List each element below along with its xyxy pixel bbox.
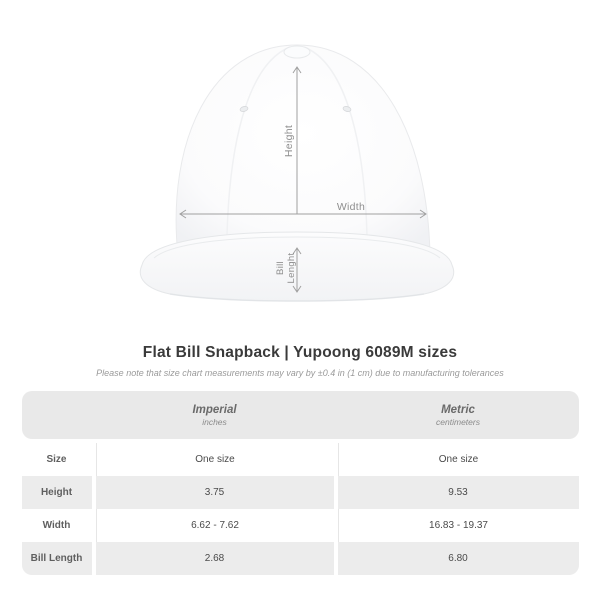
tolerance-note: Please note that size chart measurements may vary by ±0.4 in (1 cm) due to manufacturing tolerances	[96, 368, 504, 378]
size-chart-header-row	[22, 391, 579, 439]
imperial-value-cell: One size	[96, 443, 334, 476]
title-block	[0, 344, 600, 378]
hat-button	[284, 46, 310, 58]
imperial-header-label: Imperial	[192, 403, 237, 416]
row-label-cell: Height	[22, 476, 92, 509]
imperial-header-unit: inches	[202, 416, 227, 427]
header-imperial-cell	[96, 403, 334, 428]
table-row-width	[22, 509, 579, 542]
metric-header-label: Metric	[441, 403, 475, 416]
metric-value-cell: 6.80	[338, 542, 579, 575]
row-label-cell: Width	[42, 520, 71, 531]
size-chart-table	[22, 391, 579, 575]
table-row-bill-length	[22, 542, 579, 575]
row-label-cell: Bill Length	[22, 542, 92, 575]
imperial-value-cell: 3.75	[96, 476, 334, 509]
table-row-height	[22, 476, 579, 509]
page-title: Flat Bill Snapback | Yupoong 6089M sizes	[142, 344, 458, 361]
hat-crown	[176, 45, 430, 256]
imperial-value-cell: 2.68	[96, 542, 334, 575]
metric-value-cell: 16.83 - 19.37	[338, 509, 579, 542]
metric-value-cell: 9.53	[338, 476, 579, 509]
row-label-cell: Size	[46, 454, 67, 465]
bill-measure-label-line2: Lenght	[286, 252, 297, 284]
bill-measure-label-line1: Bill	[275, 261, 286, 275]
imperial-value-cell: 6.62 - 7.62	[96, 509, 334, 542]
width-measure-label: Width	[336, 201, 366, 213]
height-measure-label: Height	[283, 124, 295, 158]
table-row-size	[22, 443, 579, 476]
metric-header-unit: centimeters	[436, 416, 480, 427]
metric-value-cell: One size	[338, 443, 579, 476]
header-metric-cell	[338, 403, 579, 428]
